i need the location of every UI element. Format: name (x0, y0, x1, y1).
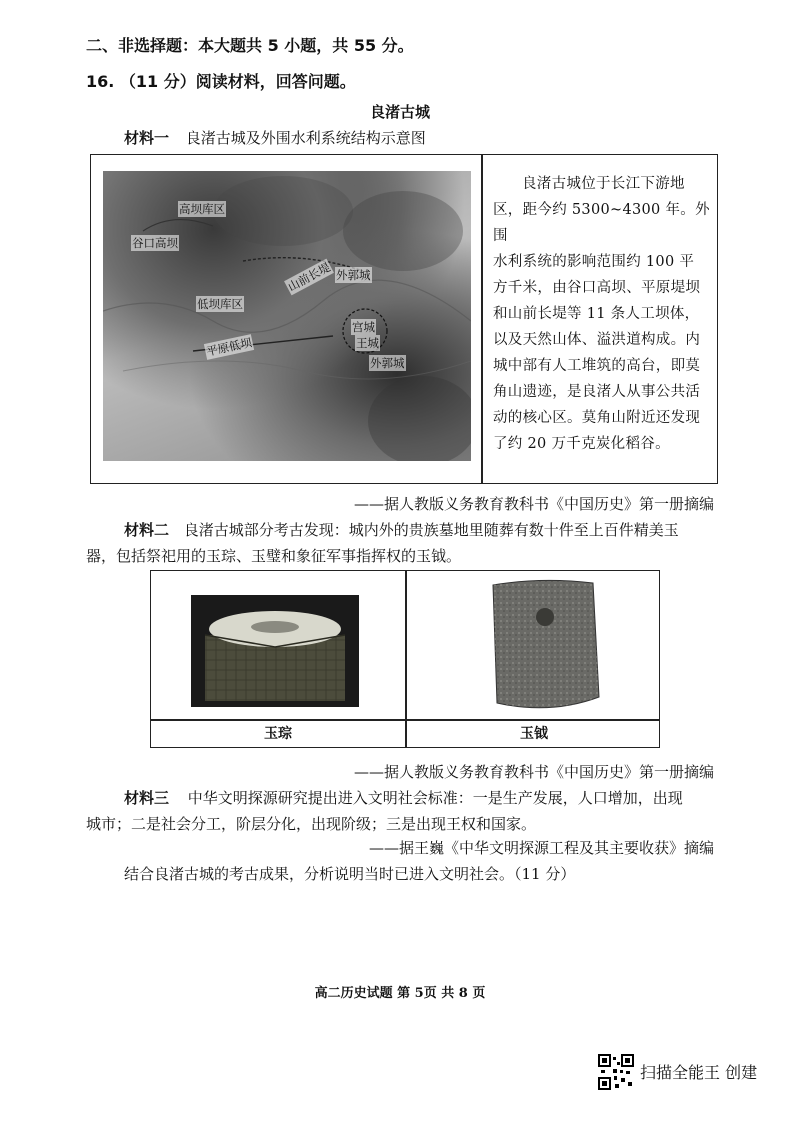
material1-label: 材料一 (124, 129, 170, 147)
map-label-shanqian-dike: 山前长堤 (285, 260, 333, 294)
material1-divider (481, 155, 483, 483)
jade-cong-image (191, 595, 359, 707)
desc-line: 动的核心区。莫角山附近还发现 (493, 410, 701, 426)
desc-line: 水利系统的影响范围约 100 平 (493, 254, 695, 270)
question-number: 16. (86, 72, 115, 91)
question-line (86, 72, 356, 92)
question-prompt: 结合良渚古城的考古成果，分析说明当时已进入文明社会。（11 分） (124, 865, 576, 883)
scanner-watermark: 扫描全能王 创建 (640, 1063, 758, 1082)
map-terrain-overlay (103, 171, 471, 461)
material2-source: ——据人教版义务教育教科书《中国历史》第一册摘编 (353, 763, 714, 781)
jade-yue-image (481, 577, 603, 715)
qr-code-drawing (598, 1054, 634, 1090)
material3-label: 材料三 (124, 789, 170, 807)
desc-line: 良渚古城位于长江下游地 (522, 176, 685, 192)
material2-caption-rule (151, 719, 659, 721)
desc-line: 以及天然山体、溢洪道构成。内 (493, 332, 701, 348)
map-label-outer-city-2: 外郭城 (370, 356, 405, 370)
material3-text-1: 中华文明探源研究提出进入文明社会标准：一是生产发展，人口增加，出现 (187, 789, 683, 807)
map-label-plain-dam: 平原低坝 (205, 335, 253, 359)
material1-title: 良渚古城及外围水利系统结构示意图 (185, 129, 426, 147)
material2-box (150, 570, 660, 748)
question-points: （11 分）阅读材料，回答问题。 (119, 72, 356, 91)
section-header: 二、非选择题：本大题共 5 小题，共 55 分。 (86, 36, 414, 55)
material2-label: 材料二 (124, 521, 170, 539)
material2-divider (405, 571, 407, 747)
jade-cong-drawing (191, 595, 359, 707)
desc-line: 区，距今约 5300~4300 年。外围 (493, 202, 710, 244)
map-label-palace-city: 宫城 (352, 320, 375, 334)
material2-text-1: 良渚古城部分考古发现：城内外的贵族墓地里随葬有数十件至上百件精美玉 (183, 521, 679, 539)
map-label-gukou-dam: 谷口高坝 (132, 236, 178, 250)
desc-line: 城中部有人工堆筑的高台，即莫 (493, 358, 701, 374)
map-label-outer-city: 外郭城 (336, 268, 371, 282)
material3-line1 (124, 788, 683, 808)
jade-yue-drawing (481, 577, 603, 715)
material2-text-2: 器，包括祭祀用的玉琮、玉璧和象征军事指挥权的玉钺。 (86, 547, 462, 565)
map-label-low-dam-area: 低坝库区 (197, 297, 243, 311)
caption-jade-cong: 玉琮 (264, 726, 292, 742)
desc-line: 角山遗迹，是良渚人从事公共活 (493, 384, 701, 400)
material1-source: ——据人教版义务教育教科书《中国历史》第一册摘编 (353, 495, 714, 513)
material3-source: ——据王巍《中华文明探源工程及其主要收获》摘编 (368, 839, 714, 857)
material1-heading (124, 128, 426, 148)
desc-line: 了约 20 万千克炭化稻谷。 (493, 436, 670, 452)
material1-box (90, 154, 718, 484)
caption-jade-yue: 玉钺 (520, 726, 548, 742)
map-label-high-dam-area: 高坝库区 (179, 202, 225, 216)
map-label-royal-city: 王城 (356, 336, 379, 350)
waterworks-map (103, 171, 471, 461)
topic-title: 良渚古城 (369, 103, 430, 121)
qr-code-icon (598, 1054, 634, 1090)
page-footer: 高二历史试题 第 5页 共 8 页 (314, 986, 486, 1001)
material2-line1 (124, 520, 679, 540)
material1-description (493, 171, 715, 457)
desc-line: 方千米，由谷口高坝、平原堤坝 (493, 280, 701, 296)
material3-text-2: 城市；二是社会分工，阶层分化，出现阶级；三是出现王权和国家。 (86, 815, 537, 833)
desc-line: 和山前长堤等 11 条人工坝体， (493, 306, 700, 322)
